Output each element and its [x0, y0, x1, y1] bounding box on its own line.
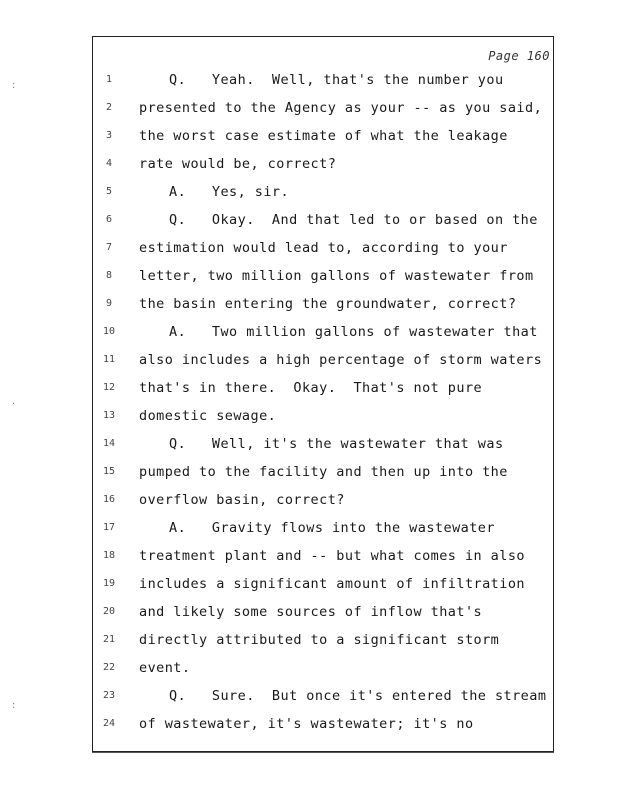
transcript-line — [93, 66, 549, 94]
line-text: letter, two million gallons of wastewater from — [139, 268, 534, 284]
line-number: 14 — [102, 438, 116, 449]
line-text: Q. Well, it's the wastewater that was — [169, 436, 504, 452]
line-text: the basin entering the groundwater, correct? — [139, 296, 517, 312]
transcript-line — [93, 514, 549, 542]
transcript-line — [93, 654, 549, 682]
line-number: 20 — [102, 606, 116, 617]
transcript-line — [93, 682, 549, 710]
transcript-line — [93, 598, 549, 626]
transcript-line — [93, 290, 549, 318]
transcript-line — [93, 122, 549, 150]
line-text: overflow basin, correct? — [139, 492, 345, 508]
line-number: 24 — [102, 718, 116, 729]
line-number: 2 — [105, 102, 113, 113]
line-number: 19 — [102, 578, 116, 589]
page-bottom-rule — [92, 752, 554, 753]
line-text: A. Gravity flows into the wastewater — [169, 520, 495, 536]
line-text: that's in there. Okay. That's not pure — [139, 380, 483, 396]
line-number: 23 — [102, 690, 116, 701]
line-text: A. Yes, sir. — [169, 184, 290, 200]
transcript-line — [93, 318, 549, 346]
transcript-page — [92, 36, 554, 752]
transcript-line — [93, 570, 549, 598]
line-number: 21 — [102, 634, 116, 645]
line-number: 16 — [102, 494, 116, 505]
line-text: A. Two million gallons of wastewater that — [169, 324, 538, 340]
line-number: 22 — [102, 662, 116, 673]
transcript-line — [93, 626, 549, 654]
line-text: treatment plant and -- but what comes in also — [139, 548, 525, 564]
line-number: 6 — [105, 214, 113, 225]
line-number: 10 — [102, 326, 116, 337]
line-number: 7 — [105, 242, 113, 253]
line-text: includes a significant amount of infiltration — [139, 576, 525, 592]
line-number: 12 — [102, 382, 116, 393]
line-number: 15 — [102, 466, 116, 477]
transcript-line — [93, 486, 549, 514]
line-text: also includes a high percentage of storm waters — [139, 352, 543, 368]
line-text: and likely some sources of inflow that's — [139, 604, 483, 620]
margin-mark: : — [12, 80, 16, 91]
line-text: estimation would lead to, according to your — [139, 240, 508, 256]
line-text: rate would be, correct? — [139, 156, 337, 172]
line-number: 11 — [102, 354, 116, 365]
transcript-line — [93, 430, 549, 458]
line-number: 1 — [105, 74, 113, 85]
transcript-line — [93, 374, 549, 402]
line-text: Q. Okay. And that led to or based on the — [169, 212, 538, 228]
transcript-line — [93, 346, 549, 374]
transcript-line — [93, 710, 549, 738]
line-number: 8 — [105, 270, 113, 281]
line-number: 9 — [105, 298, 113, 309]
line-text: of wastewater, it's wastewater; it's no — [139, 716, 474, 732]
transcript-line — [93, 150, 549, 178]
line-number: 13 — [102, 410, 116, 421]
line-number: 3 — [105, 130, 113, 141]
transcript-line — [93, 458, 549, 486]
line-text: pumped to the facility and then up into the — [139, 464, 508, 480]
transcript-line — [93, 94, 549, 122]
margin-mark: : — [12, 700, 16, 711]
line-number: 18 — [102, 550, 116, 561]
line-text: domestic sewage. — [139, 408, 277, 424]
line-text: Q. Yeah. Well, that's the number you — [169, 72, 504, 88]
transcript-line — [93, 206, 549, 234]
transcript-line — [93, 542, 549, 570]
line-number: 4 — [105, 158, 113, 169]
line-text: directly attributed to a significant storm — [139, 632, 500, 648]
margin-mark: . — [12, 396, 16, 407]
transcript-line — [93, 178, 549, 206]
transcript-line — [93, 262, 549, 290]
line-text: Q. Sure. But once it's entered the stream — [169, 688, 547, 704]
transcript-line — [93, 402, 549, 430]
line-number: 5 — [105, 186, 113, 197]
line-text: the worst case estimate of what the leakage — [139, 128, 508, 144]
transcript-line — [93, 234, 549, 262]
line-number: 17 — [102, 522, 116, 533]
page-number: Page 160 — [488, 49, 550, 63]
line-text: presented to the Agency as your -- as you said, — [139, 100, 543, 116]
line-text: event. — [139, 660, 191, 676]
